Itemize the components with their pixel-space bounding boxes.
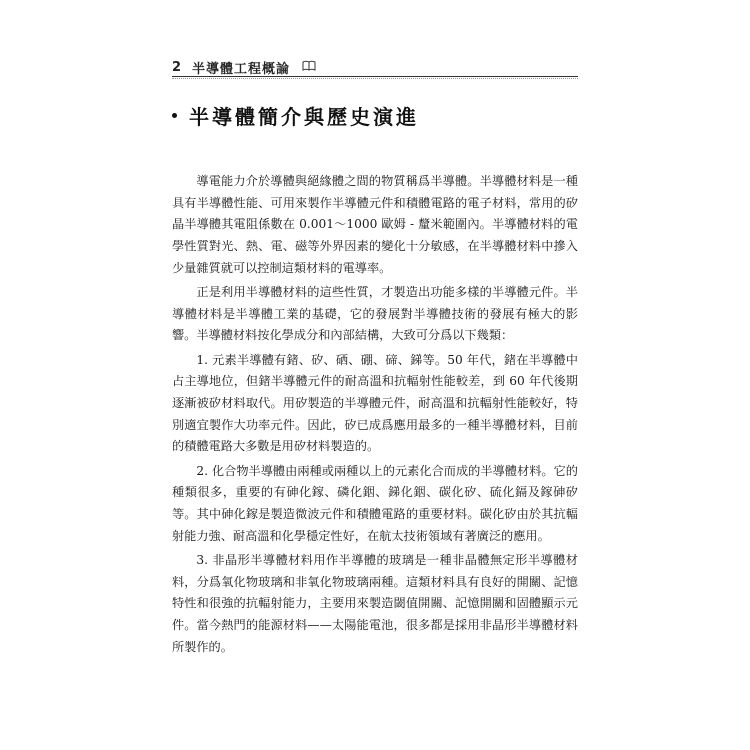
bullet-dot-icon xyxy=(172,113,177,118)
book-icon xyxy=(302,60,316,75)
book-title: 半導體工程概論 xyxy=(192,61,291,77)
paragraph-amorphous: 3. 非晶形半導體材料用作半導體的玻璃是一種非晶體無定形半導體材料，分爲氧化物玻璃和非氧化物玻璃兩種。這類材料具有良好的開關、記憶特性和很強的抗輻射能力，主要用來製造閾值開關、記憶開關和固體顯示元件。當今熱門的能源材料——太陽能電池，很多都是採用非晶形半導體材料所製作的。 xyxy=(172,552,578,654)
header-rule xyxy=(172,76,578,77)
section-title: 半導體簡介與歷史演進 xyxy=(189,104,419,129)
section-heading xyxy=(172,100,419,130)
paragraph-elemental: 1. 元素半導體有鍺、矽、硒、硼、碲、銻等。50 年代，鍺在半導體中占主導地位，但鍺半導體元件的耐高溫和抗輻射性能較差，到 60 年代後期逐漸被矽材料取代。用矽製造的半導體元件，耐高溫和抗輻射性能較好，特別適宜製作大功率元件。因此，矽已成爲應用最多的一種半導體材料，目前的積體電路大多數是用矽材料製造的。 xyxy=(172,352,578,454)
paragraph-intro: 導電能力介於導體與絕緣體之間的物質稱爲半導體。半導體材料是一種具有半導體性能、可用來製作半導體元件和積體電路的電子材料，常用的矽晶半導體其電阻係數在 0.001～1000 歐姆 - 釐米範圍內。半導體材料的電學性質對光、熱、電、磁等外界因素的變化十分敏感，在半導體材料中摻入少量雜質就可以控制這類材料的電導率。 xyxy=(172,174,578,275)
paragraph-compound: 2. 化合物半導體由兩種或兩種以上的元素化合而成的半導體材料。它的種類很多，重要的有砷化鎵、磷化銦、銻化銦、碳化矽、硫化鎘及鎵砷矽等。其中砷化鎵是製造微波元件和積體電路的重要材料。碳化矽由於其抗輻射能力強、耐高溫和化學穩定性好，在航太技術領域有著廣泛的應用。 xyxy=(172,463,578,543)
header-rule-dotted xyxy=(172,78,578,79)
paragraph-properties: 正是利用半導體材料的這些性質，才製造出功能多樣的半導體元件。半導體材料是半導體工業的基礎，它的發展對半導體技術的發展有極大的影響。半導體材料按化學成分和內部結構，大致可分爲以下幾類： xyxy=(172,285,578,343)
running-head xyxy=(172,58,316,76)
body-text xyxy=(172,171,578,661)
page-number: 2 xyxy=(172,59,183,75)
